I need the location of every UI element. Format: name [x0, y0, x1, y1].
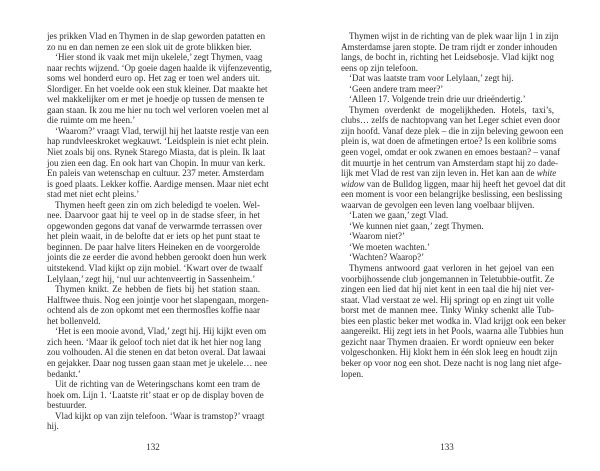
text-line: zo nu en dan nemen ze een slok uit de grote blikken bier.: [47, 41, 252, 52]
text-line: gaan staan. Ik zou me hier nu toch wel verloren voelen met al: [47, 104, 269, 115]
paragraph: [341, 31, 559, 73]
text-segment: lijk met Vlad de rest van zijn leven in. Het kan aan de: [341, 168, 537, 179]
paragraph: [47, 125, 269, 200]
text-line: [341, 178, 566, 190]
text-line: plein is, wat doen de afmetingen ertoe? Is een kolibrie soms: [341, 136, 557, 147]
italic-text: widow: [341, 178, 365, 189]
paragraph: [47, 379, 264, 411]
text-line: eens op zijn telefoon.: [341, 62, 418, 73]
text-line: wel makkelijker om er met je hoedje op tussen de mensen te: [47, 94, 265, 105]
text-line: Niet zoals bij ons. Rynek Starego Miasta, dat is plein. Ik laat: [47, 147, 266, 158]
text-line: Lelylaan,’ zegt hij, ‘nul uur achtenveertig in Sassenheim.’: [47, 273, 256, 284]
text-line: zou volhouden. Al die stenen en dat beton overal. Dat lawaai: [47, 347, 266, 358]
text-line: jes prikken Vlad en Thymen in de slap geworden patatten en: [47, 31, 266, 41]
paragraph: [47, 199, 267, 284]
text-line: gezicht naar Thymen draaien. Er wordt opnieuw een beker: [341, 336, 554, 347]
text-line: hoek om. Lijn 1. ‘Laatste rit’ staat er op de display boven de: [47, 389, 264, 400]
text-line: hij.: [47, 421, 59, 432]
text-line: zich heen. ‘Maar ik geloof toch niet dat ik het hier nog lang: [47, 336, 262, 347]
paragraph: [341, 252, 554, 263]
text-line: het bollenveld.: [47, 315, 101, 326]
text-line: nee. Daarvoor gaat hij te veel op in de stadse sfeer, in het: [47, 210, 260, 221]
text-line: zingen een lied dat hij niet kent in een taal die hij niet ver-: [341, 284, 554, 295]
text-line: voorbijhossende club jongemannen in Teletubbie-outfit. Ze: [341, 273, 555, 284]
text-line: En paleis van wetenschap en cultuur. 237 meter. Amsterdam: [47, 168, 264, 179]
text-line: Thymen overdenkt de mogelijkheden. Hotels, taxi’s,: [349, 104, 554, 115]
paragraph: [341, 221, 554, 232]
text-line: opgewonden gegons dat vanaf de verwarmde terrassen over: [47, 220, 263, 231]
text-segment: van de Bulldog liggen, maar hij heeft het gevoel dat dit: [364, 178, 566, 189]
text-line: Thymen wijst in de richting van de plek waar lijn 1 in zijn: [349, 31, 559, 41]
italic-text: white: [536, 168, 557, 179]
paragraph: [47, 284, 269, 326]
paragraph: [47, 31, 266, 52]
text-line: Thymen knikt. Ze hebben de fiets bij het station staan.: [55, 284, 260, 295]
paragraph: [341, 263, 566, 379]
text-line: dit muurtje in het centrum van Amsterdam stapt hij zo dade-: [341, 157, 558, 168]
text-line: ‘Hier stond ik vaak met mijn ukelele,’ zegt Thymen, vaag: [55, 52, 263, 63]
text-line: soms wel honderd euro op. Het zag er toen wel anders uit.: [47, 73, 260, 84]
text-line: is goed plaats. Lekker koffie. Aardige mensen. Maar niet echt: [47, 178, 269, 189]
text-line: [341, 168, 557, 179]
text-line: ‘Alleen 17. Volgende trein drie uur drieëndertig.’: [349, 94, 526, 105]
paragraph: [341, 210, 554, 221]
text-line: Thymen heeft geen zin om zich beledigd te voelen. Wel-: [55, 199, 260, 210]
text-line: naar rechts wijzend. ‘Op goeie dagen haalde ik vijfenzeventig,: [47, 62, 272, 73]
text-line: clubs… zelfs de nachtopvang van het Leger schiet even door: [341, 115, 561, 126]
text-line: aangereikt. Hij zegt iets in het Pools, waarna alle Tubbies hun: [341, 326, 564, 337]
text-line: uitstekend. Vlad kijkt op zijn mobiel. ‘Kwart over de twaalf: [47, 263, 263, 274]
text-line: langs, de bocht in, richting het Leidsebosje. Vlad kijkt nog: [341, 52, 554, 63]
paragraph: [47, 52, 272, 126]
paragraph: [341, 242, 554, 253]
text-line: ‘Waarom niet?’: [349, 231, 405, 242]
text-line: beker op voor nog een shot. Deze nacht is nog lang niet afge-: [341, 357, 562, 368]
text-line: stad met niet echt pleins.’: [47, 189, 140, 200]
paragraph: [47, 326, 268, 379]
text-line: Uit de richting van de Weteringschans komt een tram de: [55, 379, 260, 390]
text-line: ‘We moeten wachten.’: [349, 241, 430, 252]
text-line: ‘Dat was laatste tram voor Lelylaan,’ zegt hij.: [349, 73, 514, 84]
text-line: beginnen. De paar halve liters Heineken en de voorgerolde: [47, 241, 260, 252]
text-line: een moment is voor een belangrijke beslissing, een beslissing: [341, 189, 563, 200]
paragraph: [341, 231, 554, 242]
paragraph: [47, 410, 265, 432]
text-line: Slordiger. En het voelde ook een stuk kleiner. Dat maakte het: [47, 83, 268, 94]
page-number: 132: [146, 442, 160, 452]
text-line: geen vogel, omdat er ook zwanen en emoes bestaan? – vanaf: [341, 147, 561, 158]
text-line: ‘Het is een mooie avond, Vlad,’ zegt hij. Hij kijkt even om: [55, 326, 267, 337]
left-page-text: [47, 31, 272, 432]
text-line: waarvan de gevolgen een leven lang voelbaar blijven.: [341, 199, 535, 210]
text-line: bestuurder.: [47, 400, 87, 411]
right-page-text: [341, 31, 566, 379]
text-line: joints die ze eerder die avond hebben gerookt doen hun werk: [47, 252, 267, 263]
text-line: lopen.: [341, 368, 364, 379]
text-line: volgeschonken. Hij klokt hem in één slok leeg en houdt zijn: [341, 347, 558, 358]
text-line: die ruimte om me heen.’: [47, 115, 136, 126]
text-line: zijn hoofd. Vanaf deze plek – die in zijn beleving gewoon een: [341, 125, 564, 136]
text-line: het plein waait, in de belofte dat er iets op het punt staat te: [47, 231, 260, 242]
paragraph: [341, 104, 566, 210]
text-line: Halftwee thuis. Nog een jointje voor het slapengaan, morgen-: [47, 294, 269, 305]
text-line: hap rundvleeskroket wegkauwt. ‘Leidsplein is niet echt plein.: [47, 136, 269, 147]
text-line: bies een plastic beker met wodka in. Vlad krijgt ook een beker: [341, 315, 566, 326]
paragraph: [341, 84, 554, 95]
paragraph: [341, 73, 554, 84]
text-line: staat. Vlad verstaat ze wel. Hij springt op en zingt uit volle: [341, 294, 554, 305]
text-line: ‘Wachten? Waarop?’: [349, 252, 425, 263]
text-line: Amsterdamse jaren stopte. De tram rijdt er zonder inhouden: [341, 41, 558, 52]
right-page: [300, 0, 600, 471]
text-line: ‘Waarom?’ vraagt Vlad, terwijl hij het laatste restje van een: [55, 125, 269, 136]
text-line: bedankt.’: [47, 368, 81, 379]
text-line: Vlad kijkt op van zijn telefoon. ‘Waar is tramstop?’ vraagt: [55, 410, 265, 421]
text-line: ochtend als de zon opkomt met een thermosfles koffie naar: [47, 305, 260, 316]
text-line: jou zien een dag. En ook hart van Chopin. In muur van kerk.: [47, 157, 266, 168]
text-line: ‘We kunnen niet gaan,’ zegt Thymen.: [349, 220, 484, 231]
text-line: ‘Laten we gaan,’ zegt Vlad.: [349, 210, 449, 221]
text-line: ‘Geen andere tram meer?’: [349, 83, 444, 94]
text-line: Thymens antwoord gaat verloren in het gejoel van een: [349, 263, 554, 274]
page-number: 133: [440, 442, 454, 452]
text-line: borst met de mannen mee. Tinky Winky schenkt alle Tub-: [341, 305, 554, 316]
paragraph: [341, 94, 554, 105]
text-line: en gejakker. Daar nog tussen gaan staan met je ukelele… nee: [47, 357, 268, 368]
